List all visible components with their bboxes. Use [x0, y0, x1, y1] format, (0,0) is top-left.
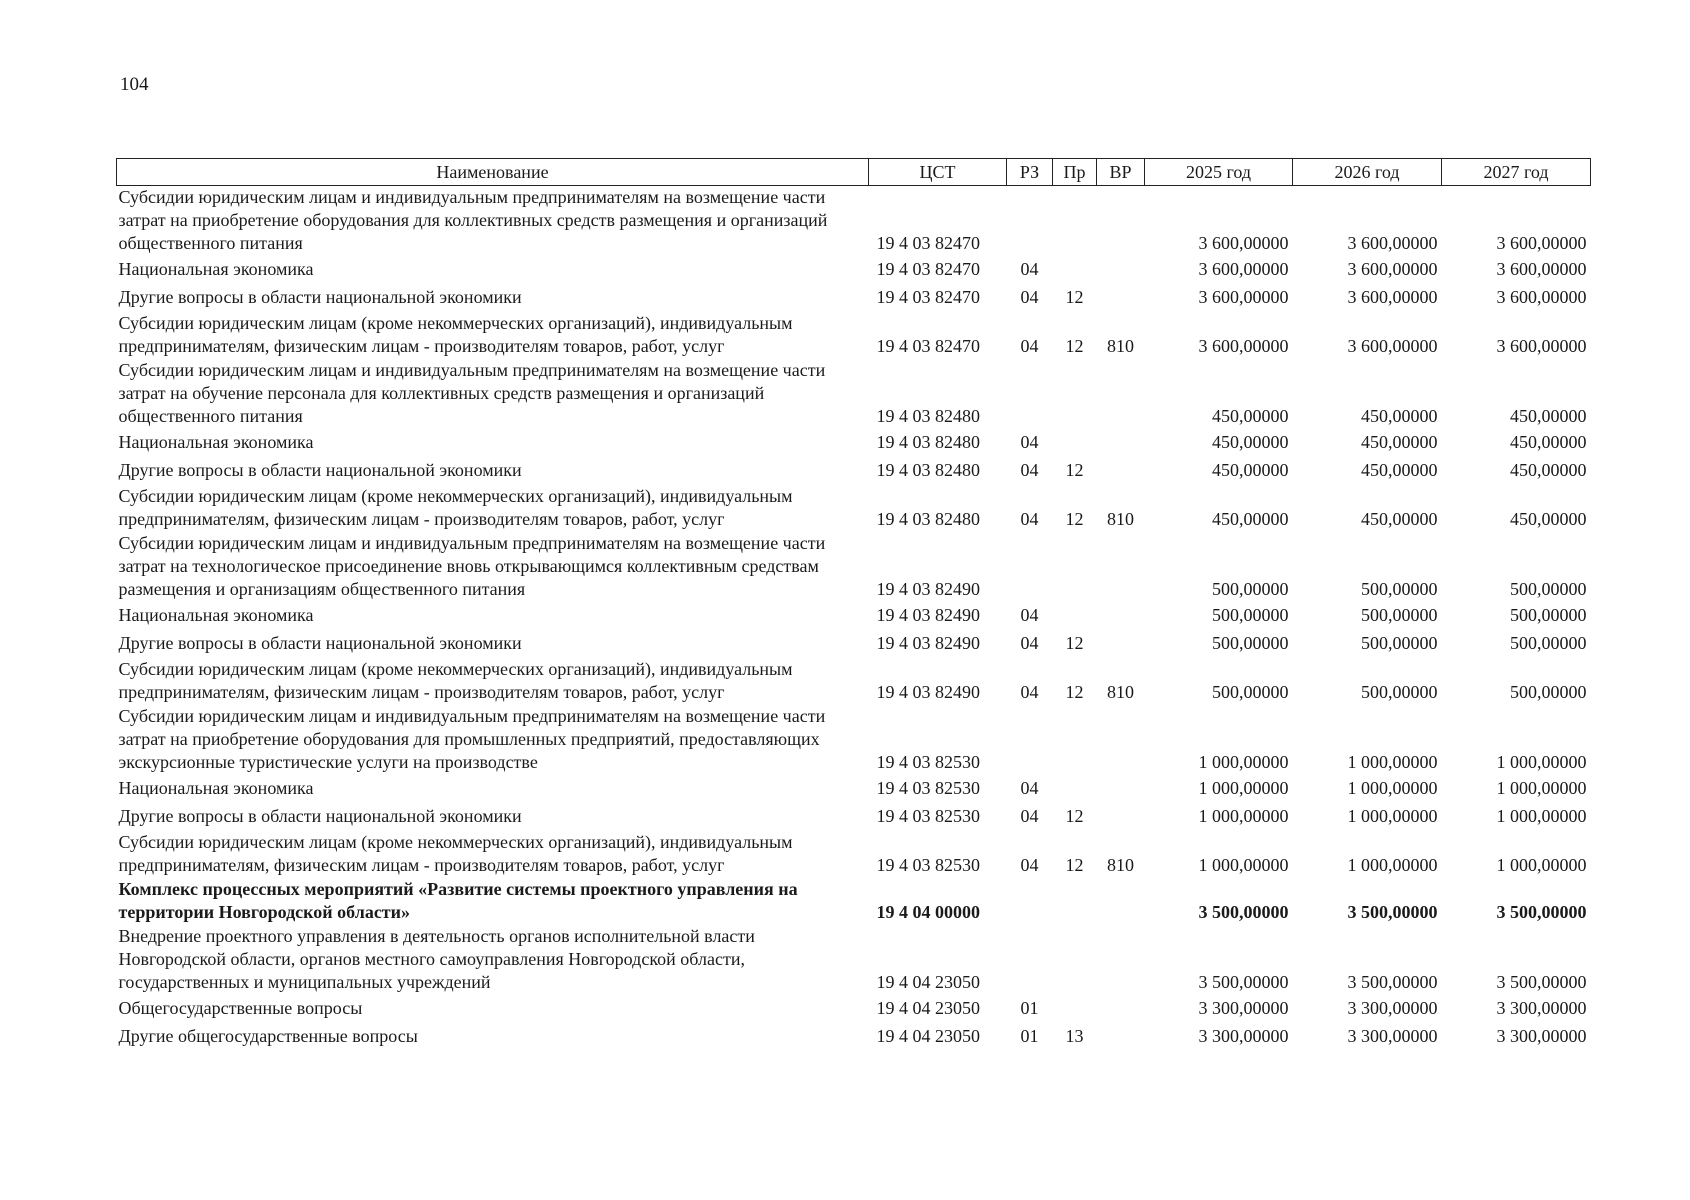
row-2025-value: 500,00000	[1212, 579, 1289, 599]
table-row	[117, 878, 1591, 925]
row-cst: 19 4 03 82470	[876, 259, 980, 279]
table-row	[117, 831, 1591, 878]
row-2027-value: 3 300,00000	[1496, 1026, 1587, 1046]
row-2025-value: 3 600,00000	[1198, 287, 1289, 307]
row-2025-value: 450,00000	[1212, 406, 1289, 426]
row-cst: 19 4 03 82470	[876, 336, 980, 356]
row-pr	[1053, 925, 1097, 995]
row-vr	[1097, 1023, 1145, 1051]
row-pr: 12	[1065, 460, 1084, 480]
row-rz: 04	[1020, 432, 1039, 452]
row-cst: 19 4 03 82490	[876, 579, 980, 599]
table-row	[117, 256, 1591, 284]
row-pr: 13	[1065, 1026, 1084, 1046]
row-name: Другие вопросы в области национальной экономики	[118, 460, 522, 480]
row-name: Внедрение проектного управления в деятельность органов исполнительной власти Новгородской области, органов местного самоуправления Новгородской области, государственных и муниципальных учреждений	[118, 926, 755, 992]
row-name: Другие вопросы в области национальной экономики	[118, 287, 522, 307]
row-pr: 12	[1065, 336, 1084, 356]
row-2026-value: 500,00000	[1361, 579, 1438, 599]
row-2027-value: 500,00000	[1510, 633, 1587, 653]
row-rz: 04	[1020, 259, 1039, 279]
row-2025-value: 1 000,00000	[1198, 752, 1289, 772]
row-name: Национальная экономика	[118, 432, 314, 452]
row-2025-value: 3 300,00000	[1198, 1026, 1289, 1046]
table-row	[117, 925, 1591, 995]
table-row	[117, 995, 1591, 1023]
row-pr	[1053, 995, 1097, 1023]
row-name: Субсидии юридическим лицам (кроме некоммерческих организаций), индивидуальным предпринимателям, физическим лицам - производителям товаров, работ, услуг	[118, 313, 793, 356]
row-cst: 19 4 03 82480	[876, 406, 980, 426]
row-2027-value: 1 000,00000	[1496, 778, 1587, 798]
row-2026-value: 3 600,00000	[1347, 259, 1438, 279]
row-pr	[1053, 429, 1097, 457]
table-row	[117, 359, 1591, 429]
row-2025-value: 3 500,00000	[1198, 972, 1289, 992]
row-name: Субсидии юридическим лицам и индивидуальным предпринимателям на возмещение части затрат на обучение персонала для коллективных средств размещения и организаций общественного питания	[118, 360, 826, 426]
row-pr	[1053, 878, 1097, 925]
row-rz: 04	[1020, 460, 1039, 480]
row-2027-value: 3 600,00000	[1496, 336, 1587, 356]
row-pr: 12	[1065, 633, 1084, 653]
row-vr: 810	[1107, 855, 1134, 875]
row-rz	[1007, 705, 1053, 775]
row-2027-value: 3 600,00000	[1496, 259, 1587, 279]
row-cst: 19 4 04 23050	[876, 972, 980, 992]
row-cst: 19 4 04 00000	[876, 902, 980, 922]
row-2027-value: 500,00000	[1510, 605, 1587, 625]
table-row	[117, 186, 1591, 257]
page-number: 104	[120, 74, 149, 95]
row-2027-value: 450,00000	[1510, 432, 1587, 452]
row-rz: 04	[1020, 336, 1039, 356]
row-vr	[1097, 457, 1145, 485]
table-row	[117, 457, 1591, 485]
row-rz: 04	[1020, 682, 1039, 702]
row-2025-value: 500,00000	[1212, 682, 1289, 702]
row-cst: 19 4 04 23050	[876, 1026, 980, 1046]
row-2026-value: 3 500,00000	[1347, 972, 1438, 992]
row-rz	[1007, 925, 1053, 995]
row-rz: 04	[1020, 605, 1039, 625]
row-2026-value: 500,00000	[1361, 605, 1438, 625]
row-name: Субсидии юридическим лицам и индивидуальным предпринимателям на возмещение части затрат на технологическое присоединение вновь открывающимся коллективным средствам размещения и организациям общественного питания	[118, 533, 826, 599]
row-2025-value: 3 600,00000	[1198, 336, 1289, 356]
table-row	[117, 485, 1591, 532]
row-cst: 19 4 03 82480	[876, 432, 980, 452]
row-rz: 04	[1020, 509, 1039, 529]
row-rz	[1007, 359, 1053, 429]
row-2027-value: 1 000,00000	[1496, 855, 1587, 875]
row-pr: 12	[1065, 855, 1084, 875]
row-2025-value: 450,00000	[1212, 432, 1289, 452]
row-vr	[1097, 532, 1145, 602]
row-2026-value: 450,00000	[1361, 406, 1438, 426]
row-2026-value: 500,00000	[1361, 682, 1438, 702]
row-2027-value: 500,00000	[1510, 682, 1587, 702]
row-rz	[1007, 532, 1053, 602]
table-header	[117, 159, 1591, 186]
row-rz	[1007, 186, 1053, 257]
row-2026-value: 1 000,00000	[1347, 778, 1438, 798]
row-rz: 01	[1020, 1026, 1039, 1046]
row-name: Другие вопросы в области национальной экономики	[118, 806, 522, 826]
row-2027-value: 450,00000	[1510, 460, 1587, 480]
budget-table	[116, 158, 1591, 1051]
row-name: Субсидии юридическим лицам (кроме некоммерческих организаций), индивидуальным предпринимателям, физическим лицам - производителям товаров, работ, услуг	[118, 486, 793, 529]
row-vr	[1097, 775, 1145, 803]
row-2026-value: 3 500,00000	[1347, 902, 1438, 922]
table-row	[117, 429, 1591, 457]
row-pr	[1053, 705, 1097, 775]
row-cst: 19 4 04 23050	[876, 998, 980, 1018]
row-cst: 19 4 03 82480	[876, 460, 980, 480]
row-name: Национальная экономика	[118, 605, 314, 625]
row-cst: 19 4 03 82530	[876, 855, 980, 875]
row-vr	[1097, 256, 1145, 284]
row-vr: 810	[1107, 682, 1134, 702]
row-vr	[1097, 803, 1145, 831]
table-row	[117, 1023, 1591, 1051]
row-rz: 04	[1020, 806, 1039, 826]
row-name: Национальная экономика	[118, 778, 314, 798]
row-2026-value: 1 000,00000	[1347, 855, 1438, 875]
row-2026-value: 450,00000	[1361, 509, 1438, 529]
row-rz: 04	[1020, 778, 1039, 798]
col-header-cst: ЦСТ	[869, 159, 1007, 186]
row-vr	[1097, 284, 1145, 312]
row-name: Субсидии юридическим лицам (кроме некоммерческих организаций), индивидуальным предпринимателям, физическим лицам - производителям товаров, работ, услуг	[118, 832, 793, 875]
row-cst: 19 4 03 82490	[876, 682, 980, 702]
row-name: Другие общегосударственные вопросы	[118, 1026, 418, 1046]
row-name: Субсидии юридическим лицам и индивидуальным предпринимателям на возмещение части затрат на приобретение оборудования для коллективных средств размещения и организаций общественного питания	[118, 187, 828, 253]
row-pr	[1053, 602, 1097, 630]
row-vr	[1097, 186, 1145, 257]
col-header-name: Наименование	[117, 159, 869, 186]
col-header-rz: РЗ	[1007, 159, 1053, 186]
row-2026-value: 1 000,00000	[1347, 806, 1438, 826]
row-pr	[1053, 359, 1097, 429]
col-header-2026: 2026 год	[1293, 159, 1442, 186]
row-2026-value: 1 000,00000	[1347, 752, 1438, 772]
table-row	[117, 803, 1591, 831]
row-2026-value: 3 300,00000	[1347, 1026, 1438, 1046]
row-pr	[1053, 256, 1097, 284]
row-2027-value: 3 500,00000	[1496, 902, 1587, 922]
row-2025-value: 1 000,00000	[1198, 806, 1289, 826]
row-2025-value: 500,00000	[1212, 633, 1289, 653]
row-rz: 01	[1020, 998, 1039, 1018]
header-row	[117, 159, 1591, 186]
row-2027-value: 3 300,00000	[1496, 998, 1587, 1018]
table-row	[117, 630, 1591, 658]
row-2027-value: 1 000,00000	[1496, 752, 1587, 772]
table-row	[117, 658, 1591, 705]
row-2026-value: 450,00000	[1361, 432, 1438, 452]
row-pr: 12	[1065, 806, 1084, 826]
row-2025-value: 3 500,00000	[1198, 902, 1289, 922]
row-rz: 04	[1020, 287, 1039, 307]
col-header-vr: ВР	[1097, 159, 1145, 186]
row-name: Субсидии юридическим лицам и индивидуальным предпринимателям на возмещение части затрат на приобретение оборудования для промышленных предприятий, предоставляющих экскурсионные туристические услуги на производстве	[118, 706, 826, 772]
row-vr: 810	[1107, 336, 1134, 356]
row-2025-value: 500,00000	[1212, 605, 1289, 625]
row-2026-value: 3 600,00000	[1347, 336, 1438, 356]
row-2027-value: 1 000,00000	[1496, 806, 1587, 826]
row-vr: 810	[1107, 509, 1134, 529]
row-2025-value: 3 600,00000	[1198, 259, 1289, 279]
row-pr: 12	[1065, 682, 1084, 702]
row-pr	[1053, 532, 1097, 602]
row-name: Национальная экономика	[118, 259, 314, 279]
row-2026-value: 3 300,00000	[1347, 998, 1438, 1018]
col-header-2025: 2025 год	[1145, 159, 1293, 186]
row-2025-value: 3 300,00000	[1198, 998, 1289, 1018]
row-pr	[1053, 186, 1097, 257]
row-2025-value: 450,00000	[1212, 460, 1289, 480]
row-vr	[1097, 705, 1145, 775]
row-2027-value: 500,00000	[1510, 579, 1587, 599]
row-2027-value: 450,00000	[1510, 509, 1587, 529]
row-cst: 19 4 03 82470	[876, 287, 980, 307]
row-2025-value: 3 600,00000	[1198, 233, 1289, 253]
col-header-2027: 2027 год	[1442, 159, 1591, 186]
table-row	[117, 602, 1591, 630]
row-2026-value: 3 600,00000	[1347, 287, 1438, 307]
row-2026-value: 450,00000	[1361, 460, 1438, 480]
table-row	[117, 705, 1591, 775]
row-rz	[1007, 878, 1053, 925]
row-name: Комплекс процессных мероприятий «Развитие системы проектного управления на территории Новгородской области»	[118, 879, 798, 922]
row-2027-value: 3 500,00000	[1496, 972, 1587, 992]
row-2027-value: 450,00000	[1510, 406, 1587, 426]
table-row	[117, 284, 1591, 312]
row-2026-value: 500,00000	[1361, 633, 1438, 653]
row-vr	[1097, 925, 1145, 995]
row-cst: 19 4 03 82530	[876, 752, 980, 772]
row-cst: 19 4 03 82490	[876, 605, 980, 625]
row-vr	[1097, 429, 1145, 457]
row-cst: 19 4 03 82480	[876, 509, 980, 529]
row-pr	[1053, 775, 1097, 803]
row-vr	[1097, 630, 1145, 658]
row-cst: 19 4 03 82490	[876, 633, 980, 653]
row-cst: 19 4 03 82530	[876, 778, 980, 798]
row-2026-value: 3 600,00000	[1347, 233, 1438, 253]
table-row	[117, 775, 1591, 803]
row-vr	[1097, 995, 1145, 1023]
row-2027-value: 3 600,00000	[1496, 233, 1587, 253]
row-rz: 04	[1020, 633, 1039, 653]
table-body	[117, 186, 1591, 1052]
row-name: Общегосударственные вопросы	[118, 998, 363, 1018]
row-name: Другие вопросы в области национальной экономики	[118, 633, 522, 653]
row-2027-value: 3 600,00000	[1496, 287, 1587, 307]
row-2025-value: 1 000,00000	[1198, 855, 1289, 875]
row-vr	[1097, 878, 1145, 925]
row-2025-value: 1 000,00000	[1198, 778, 1289, 798]
col-header-pr: Пр	[1053, 159, 1097, 186]
row-name: Субсидии юридическим лицам (кроме некоммерческих организаций), индивидуальным предпринимателям, физическим лицам - производителям товаров, работ, услуг	[118, 659, 793, 702]
row-cst: 19 4 03 82530	[876, 806, 980, 826]
row-pr: 12	[1065, 509, 1084, 529]
row-vr	[1097, 602, 1145, 630]
row-rz: 04	[1020, 855, 1039, 875]
table-row	[117, 312, 1591, 359]
row-pr: 12	[1065, 287, 1084, 307]
table-row	[117, 532, 1591, 602]
row-2025-value: 450,00000	[1212, 509, 1289, 529]
row-vr	[1097, 359, 1145, 429]
row-cst: 19 4 03 82470	[876, 233, 980, 253]
